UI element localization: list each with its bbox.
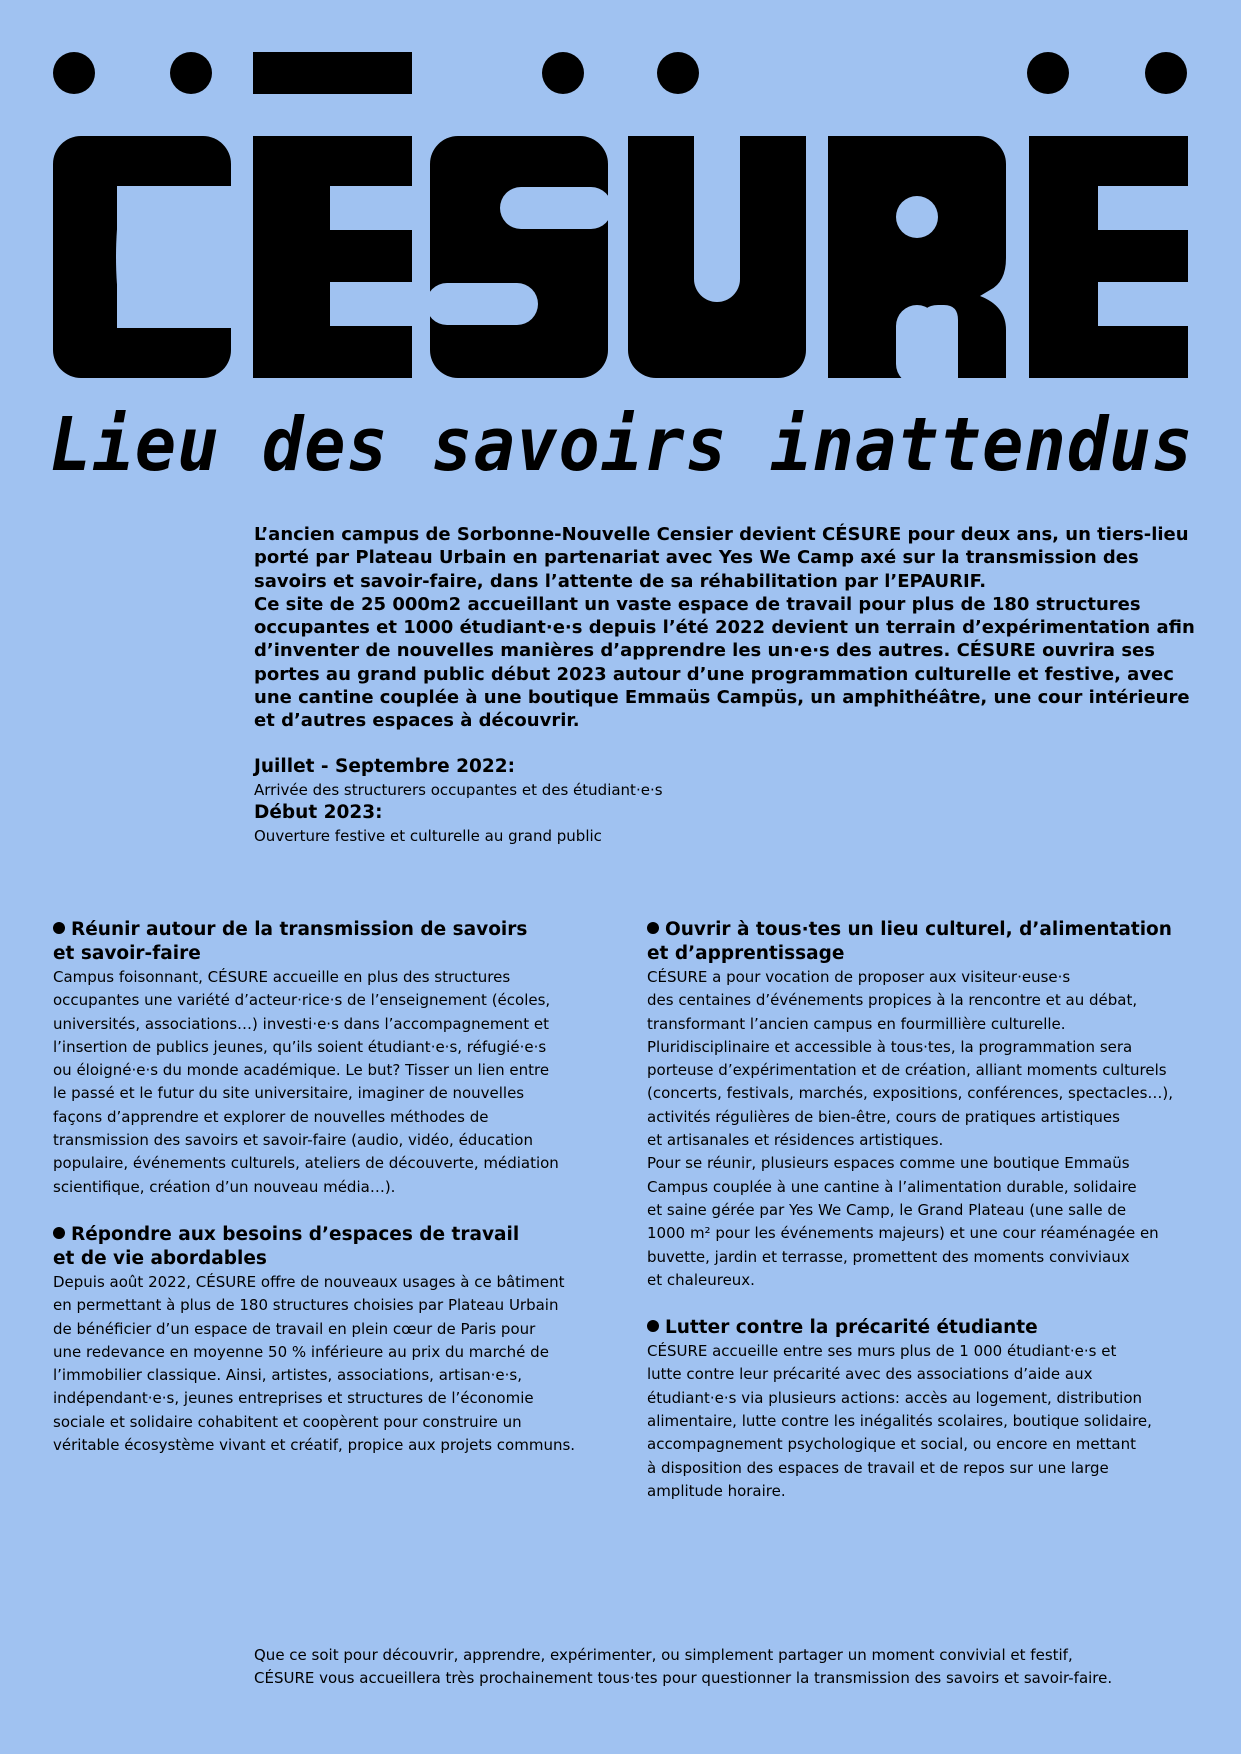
body-line: accompagnement psychologique et social, ou encore en mettant bbox=[647, 1435, 1136, 1454]
bullet-icon bbox=[53, 1227, 65, 1239]
section-title bbox=[53, 1223, 608, 1271]
body-line: transformant l’ancien campus en fourmillière culturelle. bbox=[647, 1014, 1066, 1033]
intro bbox=[254, 523, 1204, 733]
section-title bbox=[53, 918, 608, 966]
intro-paragraph-2: Ce site de 25 000m2 accueillant un vaste espace de travail pour plus de 180 structures occupantes et 1000 étudiant·e·s depuis l’été 2022 devient un terrain d’expérimentation afin d’inventer de nouvelles manières d’apprendre les un·e·s des autres. CÉSURE ouvrira ses portes au grand public début 2023 autour d’une programmation culturelle et festive, avec une cantine couplée à une boutique Emmaüs Campüs, un amphithéâtre, une cour intérieure et d’autres espaces à découvrir. bbox=[254, 593, 1195, 732]
body-line: activités régulières de bien-être, cours de pratiques artistiques bbox=[647, 1107, 1120, 1126]
bullet-icon bbox=[647, 1320, 659, 1332]
schedule-text-1: Arrivée des structurers occupantes et des étudiant·e·s bbox=[254, 781, 663, 799]
body-line: ou éloigné·e·s du monde académique. Le but? Tisser un lien entre bbox=[53, 1061, 550, 1080]
section-body bbox=[647, 1340, 1202, 1503]
body-line: indépendant·e·s, jeunes entreprises et structures de l’économie bbox=[53, 1389, 534, 1408]
body-line: Campus couplée à une cantine à l’alimentation durable, solidaire bbox=[647, 1177, 1137, 1196]
schedule-label-2: Début 2023: bbox=[254, 802, 383, 823]
section-title bbox=[647, 918, 1202, 966]
section-title bbox=[647, 1316, 1202, 1340]
section-transmission bbox=[53, 918, 608, 1199]
body-line: à disposition des espaces de travail et de repos sur une large bbox=[647, 1458, 1109, 1477]
section-title-line: et d’apprentissage bbox=[647, 943, 845, 964]
body-line: occupantes une variété d’acteur·rice·s de l’enseignement (écoles, bbox=[53, 991, 551, 1010]
body-line: Pluridisciplinaire et accessible à tous·tes, la programmation sera bbox=[647, 1037, 1133, 1056]
section-title-line: Répondre aux besoins d’espaces de travail bbox=[71, 1223, 520, 1245]
logo-letter-e bbox=[253, 136, 416, 378]
body-line: scientifique, création d’un nouveau média…). bbox=[53, 1177, 396, 1196]
body-line: (concerts, festivals, marchés, expositions, conférences, spectacles…), bbox=[647, 1084, 1174, 1103]
body-line: Depuis août 2022, CÉSURE offre de nouveaux usages à ce bâtiment bbox=[53, 1272, 565, 1291]
section-title-line: et savoir-faire bbox=[53, 943, 201, 964]
outro-line: Que ce soit pour découvrir, apprendre, expérimenter, ou simplement partager un moment convivial et festif, bbox=[254, 1646, 1073, 1664]
logo-letter-s bbox=[426, 136, 612, 378]
logo-letter-e-2 bbox=[1029, 136, 1192, 378]
body-line: alimentaire, lutte contre les inégalités scolaires, boutique solidaire, bbox=[647, 1412, 1152, 1431]
tagline: Lieu des savoirs inattendus bbox=[50, 402, 1194, 488]
schedule-text-2: Ouverture festive et culturelle au grand public bbox=[254, 827, 602, 845]
body-line: l’insertion de publics jeunes, qu’ils soient étudiant·e·s, réfugié·e·s bbox=[53, 1037, 547, 1056]
schedule-label-1: Juillet - Septembre 2022: bbox=[254, 756, 516, 777]
body-line: transmission des savoirs et savoir-faire (audio, vidéo, éducation bbox=[53, 1131, 533, 1150]
bullet-icon bbox=[647, 922, 659, 934]
section-precarity bbox=[647, 1316, 1202, 1503]
section-title-line: Ouvrir à tous·tes un lieu culturel, d’alimentation bbox=[665, 919, 1172, 940]
body-line: sociale et solidaire cohabitent et coopèrent pour construire un bbox=[53, 1412, 522, 1431]
cesure-logo bbox=[0, 0, 1241, 400]
body-line: des centaines d’événements propices à la rencontre et au débat, bbox=[647, 991, 1138, 1010]
logo-letter-u bbox=[628, 132, 806, 378]
right-column bbox=[647, 918, 1202, 1527]
body-line: Campus foisonnant, CÉSURE accueille en plus des structures bbox=[53, 968, 511, 986]
body-line: et chaleureux. bbox=[647, 1270, 755, 1289]
body-line: CÉSURE a pour vocation de proposer aux visiteur·euse·s bbox=[647, 968, 1071, 986]
logo-letter-r bbox=[828, 136, 1006, 385]
section-body bbox=[53, 966, 608, 1199]
body-line: l’immobilier classique. Ainsi, artistes, associations, artisan·e·s, bbox=[53, 1366, 522, 1385]
body-line: Pour se réunir, plusieurs espaces comme une boutique Emmaüs bbox=[647, 1154, 1130, 1173]
section-workspaces bbox=[53, 1223, 608, 1457]
body-line: CÉSURE accueille entre ses murs plus de 1 000 étudiant·e·s et bbox=[647, 1342, 1117, 1361]
body-line: buvette, jardin et terrasse, promettent des moments conviviaux bbox=[647, 1247, 1130, 1266]
outro-line: CÉSURE vous accueillera très prochainement tous·tes pour questionner la transmission des savoirs et savoir-faire. bbox=[254, 1669, 1113, 1688]
cesure-logo-graphic bbox=[0, 0, 1241, 400]
logo-letter-c bbox=[53, 136, 235, 378]
section-title-line: Lutter contre la précarité étudiante bbox=[665, 1317, 1038, 1339]
body-line: populaire, événements culturels, ateliers de découverte, médiation bbox=[53, 1154, 559, 1173]
outro bbox=[254, 1644, 1204, 1691]
section-culture bbox=[647, 918, 1202, 1292]
body-line: amplitude horaire. bbox=[647, 1481, 786, 1500]
body-line: lutte contre leur précarité avec des associations d’aide aux bbox=[647, 1365, 1093, 1384]
body-line: et saine gérée par Yes We Camp, le Grand Plateau (une salle de bbox=[647, 1200, 1127, 1219]
schedule bbox=[254, 755, 1154, 847]
body-line: véritable écosystème vivant et créatif, propice aux projets communs. bbox=[53, 1436, 576, 1455]
bullet-icon bbox=[53, 922, 65, 934]
section-title-line: Réunir autour de la transmission de savoirs bbox=[71, 919, 528, 940]
body-line: universités, associations…) investi·e·s dans l’accompagnement et bbox=[53, 1014, 549, 1033]
intro-paragraph-1: L’ancien campus de Sorbonne-Nouvelle Censier devient CÉSURE pour deux ans, un tiers-lieu porté par Plateau Urbain en partenariat avec Yes We Camp axé sur la transmission des savoirs et savoir-faire, dans l’attente de sa réhabilitation par l’EPAURIF. bbox=[254, 524, 1189, 592]
body-line: de bénéficier d’un espace de travail en plein cœur de Paris pour bbox=[53, 1319, 536, 1338]
left-column bbox=[53, 918, 608, 1481]
body-line: une redevance en moyenne 50 % inférieure au prix du marché de bbox=[53, 1342, 549, 1361]
section-body bbox=[53, 1271, 608, 1457]
body-line: porteuse d’expérimentation et de création, alliant moments culturels bbox=[647, 1061, 1167, 1080]
body-line: 1000 m² pour les événements majeurs) et une cour réaménagée en bbox=[647, 1224, 1159, 1243]
body-line: et artisanales et résidences artistiques. bbox=[647, 1131, 944, 1150]
body-line: le passé et le futur du site universitaire, imaginer de nouvelles bbox=[53, 1084, 525, 1103]
body-line: étudiant·e·s via plusieurs actions: accès au logement, distribution bbox=[647, 1388, 1143, 1407]
section-body bbox=[647, 966, 1202, 1292]
section-title-line: et de vie abordables bbox=[53, 1247, 267, 1269]
body-line: en permettant à plus de 180 structures choisies par Plateau Urbain bbox=[53, 1296, 559, 1315]
body-line: façons d’apprendre et explorer de nouvelles méthodes de bbox=[53, 1107, 489, 1126]
